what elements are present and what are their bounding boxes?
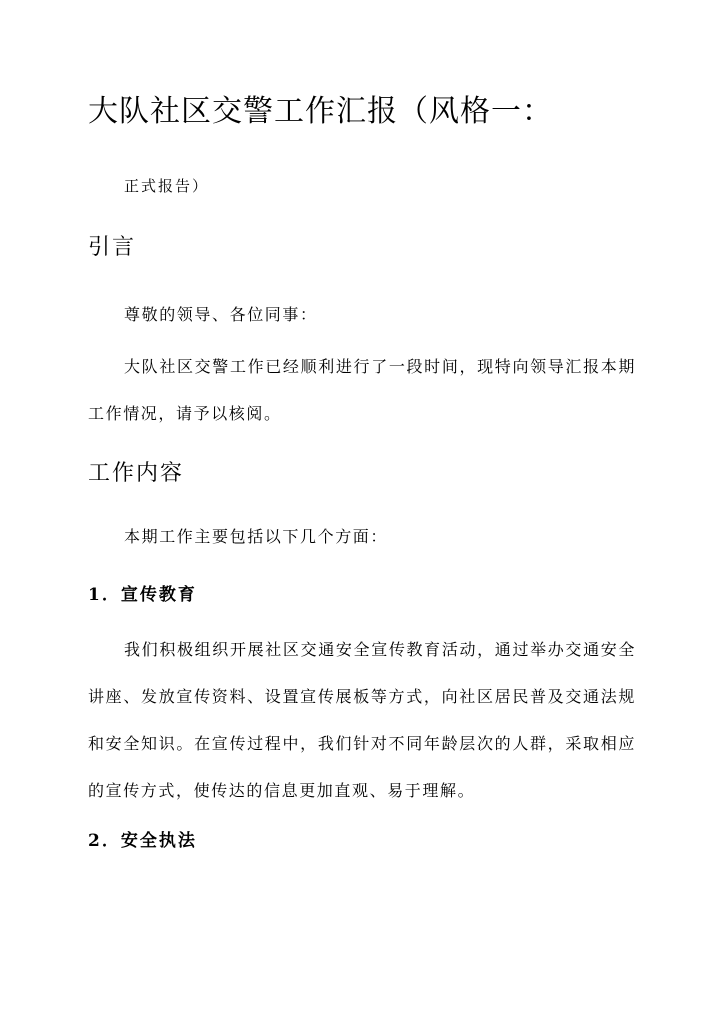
- intro-paragraph: 大队社区交警工作已经顺利进行了一段时间，现特向领导汇报本期工作情况，请予以核阅。: [88, 357, 636, 423]
- item2-heading: 2．安全执法: [88, 831, 197, 851]
- work-intro-text: 本期工作主要包括以下几个方面：: [124, 527, 389, 546]
- item1-paragraph: 我们积极组织开展社区交通安全宣传教育活动，通过举办交通安全讲座、发放宣传资料、设置宣传展板等方式，向社区居民普及交通法规和安全知识。在宣传过程中，我们针对不同年龄层次的人群，采取相应的宣传方式，使传达的信息更加直观、易于理解。: [88, 640, 636, 800]
- document-title: 大队社区交警工作汇报（风格一：: [88, 94, 553, 129]
- greeting-text: 尊敬的领导、各位同事：: [124, 305, 318, 324]
- document-subtitle: 正式报告）: [124, 177, 210, 195]
- intro-heading: 引言: [88, 235, 137, 260]
- item1-heading: 1．宣传教育: [88, 585, 197, 605]
- work-heading: 工作内容: [88, 461, 185, 486]
